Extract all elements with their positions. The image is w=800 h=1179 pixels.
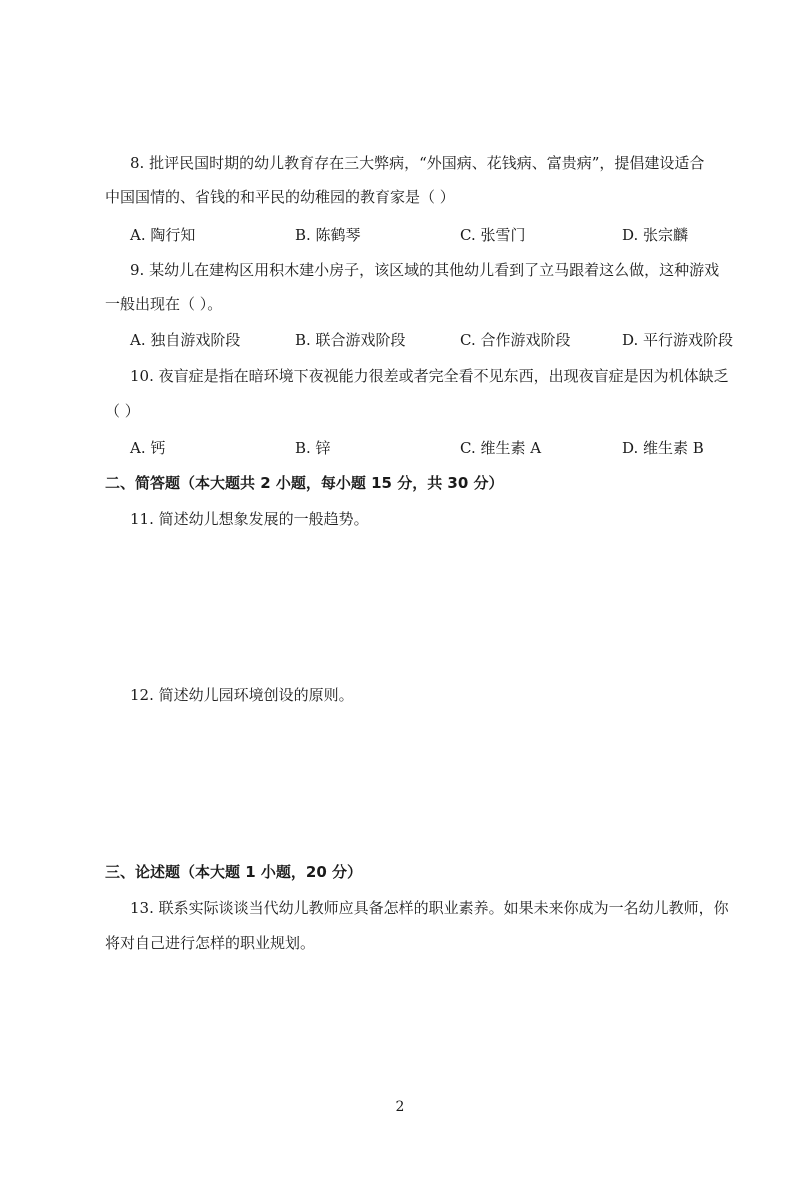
section-heading-short-answer: 二、简答题（本大题共 2 小题，每小题 15 分，共 30 分） bbox=[105, 474, 504, 492]
option-d: D. 张宗麟 bbox=[622, 226, 689, 244]
option-a: A. 陶行知 bbox=[130, 226, 196, 244]
question-10-line-2: （ ） bbox=[105, 402, 140, 420]
question-10-options bbox=[130, 438, 750, 458]
option-d: D. 维生素 B bbox=[622, 439, 704, 457]
section-heading-essay: 三、论述题（本大题 1 小题，20 分） bbox=[105, 863, 362, 881]
question-11: 11. 简述幼儿想象发展的一般趋势。 bbox=[130, 510, 369, 528]
question-13-line-2: 将对自己进行怎样的职业规划。 bbox=[105, 934, 316, 952]
option-b: B. 联合游戏阶段 bbox=[295, 331, 406, 349]
question-9-options bbox=[130, 330, 750, 350]
option-d: D. 平行游戏阶段 bbox=[622, 331, 734, 349]
option-c: C. 合作游戏阶段 bbox=[460, 331, 571, 349]
question-8-options bbox=[130, 225, 750, 245]
question-13-line-1: 13. 联系实际谈谈当代幼儿教师应具备怎样的职业素养。如果未来你成为一名幼儿教师，你 bbox=[130, 899, 729, 917]
question-10-line-1: 10. 夜盲症是指在暗环境下夜视能力很差或者完全看不见东西，出现夜盲症是因为机体缺乏 bbox=[130, 367, 729, 385]
option-c: C. 维生素 A bbox=[460, 439, 542, 457]
question-8-line-2: 中国国情的、省钱的和平民的幼稚园的教育家是（ ） bbox=[105, 188, 455, 206]
question-12: 12. 简述幼儿园环境创设的原则。 bbox=[130, 686, 354, 704]
option-a: A. 独自游戏阶段 bbox=[130, 331, 241, 349]
question-9-line-1: 9. 某幼儿在建构区用积木建小房子，该区域的其他幼儿看到了立马跟着这么做，这种游戏 bbox=[130, 261, 720, 279]
question-9-line-2: 一般出现在（ ）。 bbox=[105, 295, 223, 313]
option-a: A. 钙 bbox=[130, 439, 166, 457]
option-c: C. 张雪门 bbox=[460, 226, 526, 244]
page-number: 2 bbox=[395, 1099, 405, 1115]
option-b: B. 锌 bbox=[295, 439, 331, 457]
question-8-line-1: 8. 批评民国时期的幼儿教育存在三大弊病，“外国病、花钱病、富贵病”，提倡建设适合 bbox=[130, 154, 705, 172]
option-b: B. 陈鹤琴 bbox=[295, 226, 361, 244]
